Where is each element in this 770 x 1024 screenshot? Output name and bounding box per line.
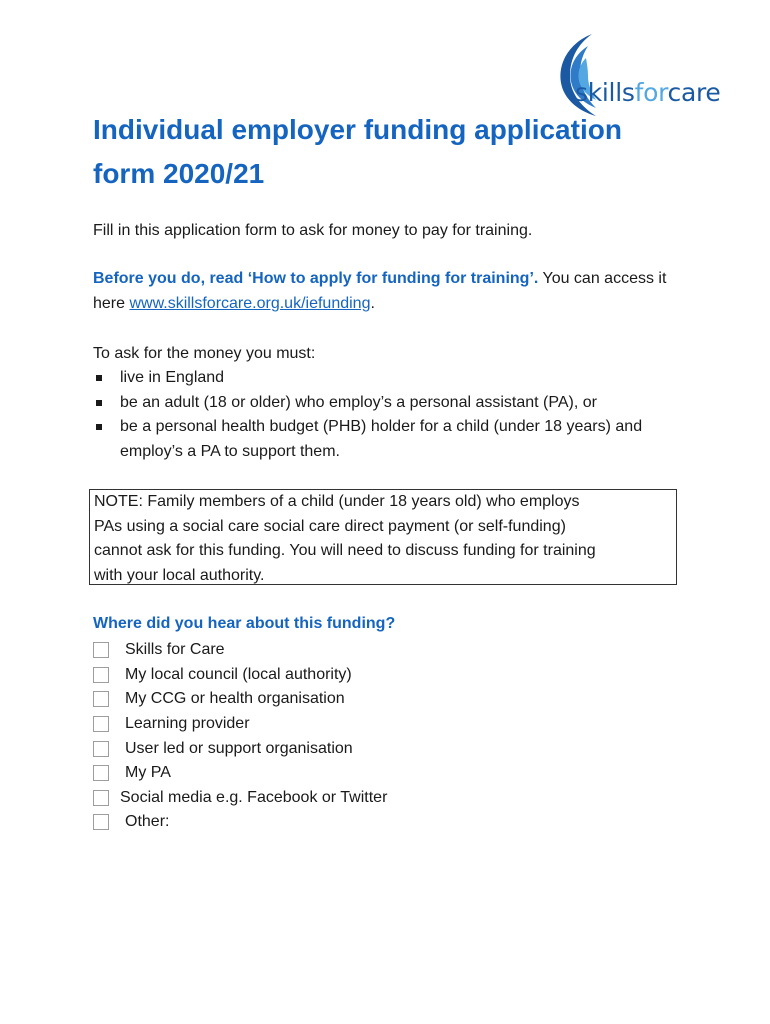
option-other[interactable]: Other: (93, 810, 387, 835)
checkbox[interactable] (93, 741, 109, 757)
bullet-icon (96, 400, 102, 406)
requirements-lead: To ask for the money you must: (93, 345, 316, 362)
checkbox[interactable] (93, 667, 109, 683)
before-end-text: . (370, 294, 375, 312)
note-line: NOTE: Family members of a child (under 18 years old) who employs (94, 493, 580, 510)
logo-wordmark: skillsforcare (575, 78, 721, 107)
option-my-pa[interactable]: My PA (93, 761, 387, 786)
before-rest-text: You can access it here (93, 270, 667, 312)
option-ccg[interactable]: My CCG or health organisation (93, 687, 387, 712)
before-you-apply (93, 267, 693, 316)
option-social-media[interactable]: Social media e.g. Facebook or Twitter (93, 786, 387, 811)
source-options (93, 638, 387, 835)
checkbox[interactable] (93, 691, 109, 707)
checkbox[interactable] (93, 765, 109, 781)
note-line: with your local authority. (94, 566, 265, 584)
note-line: cannot ask for this funding. You will need to discuss funding for training (94, 542, 596, 559)
page-title: Individual employer funding application form 2020/21 (93, 114, 622, 189)
intro-text: Fill in this application form to ask for money to pay for training. (93, 222, 533, 239)
before-bold-text: Before you do, read ‘How to apply for funding for training’. (93, 270, 539, 287)
list-item: live in England (93, 366, 693, 391)
note-box (89, 489, 677, 585)
checkbox[interactable] (93, 814, 109, 830)
bullet-icon (96, 375, 102, 381)
option-learning-provider[interactable]: Learning provider (93, 712, 387, 737)
option-local-council[interactable]: My local council (local authority) (93, 663, 387, 688)
option-skills-for-care[interactable]: Skills for Care (93, 638, 387, 663)
option-user-led[interactable]: User led or support organisation (93, 736, 387, 761)
list-item: be an adult (18 or older) who employ’s a personal assistant (PA), or (93, 391, 693, 416)
checkbox[interactable] (93, 790, 109, 806)
question-heading: Where did you hear about this funding? (93, 615, 396, 632)
note-line: PAs using a social care social care direct payment (or self-funding) (94, 517, 566, 535)
iefunding-link[interactable]: www.skillsforcare.org.uk/iefunding (129, 294, 371, 312)
list-item: be a personal health budget (PHB) holder for a child (under 18 years) and employ’s a PA to support them. (93, 415, 693, 464)
checkbox[interactable] (93, 642, 109, 658)
checkbox[interactable] (93, 716, 109, 732)
bullet-icon (96, 424, 102, 430)
requirements-list (93, 366, 693, 464)
skills-for-care-logo (548, 30, 748, 120)
